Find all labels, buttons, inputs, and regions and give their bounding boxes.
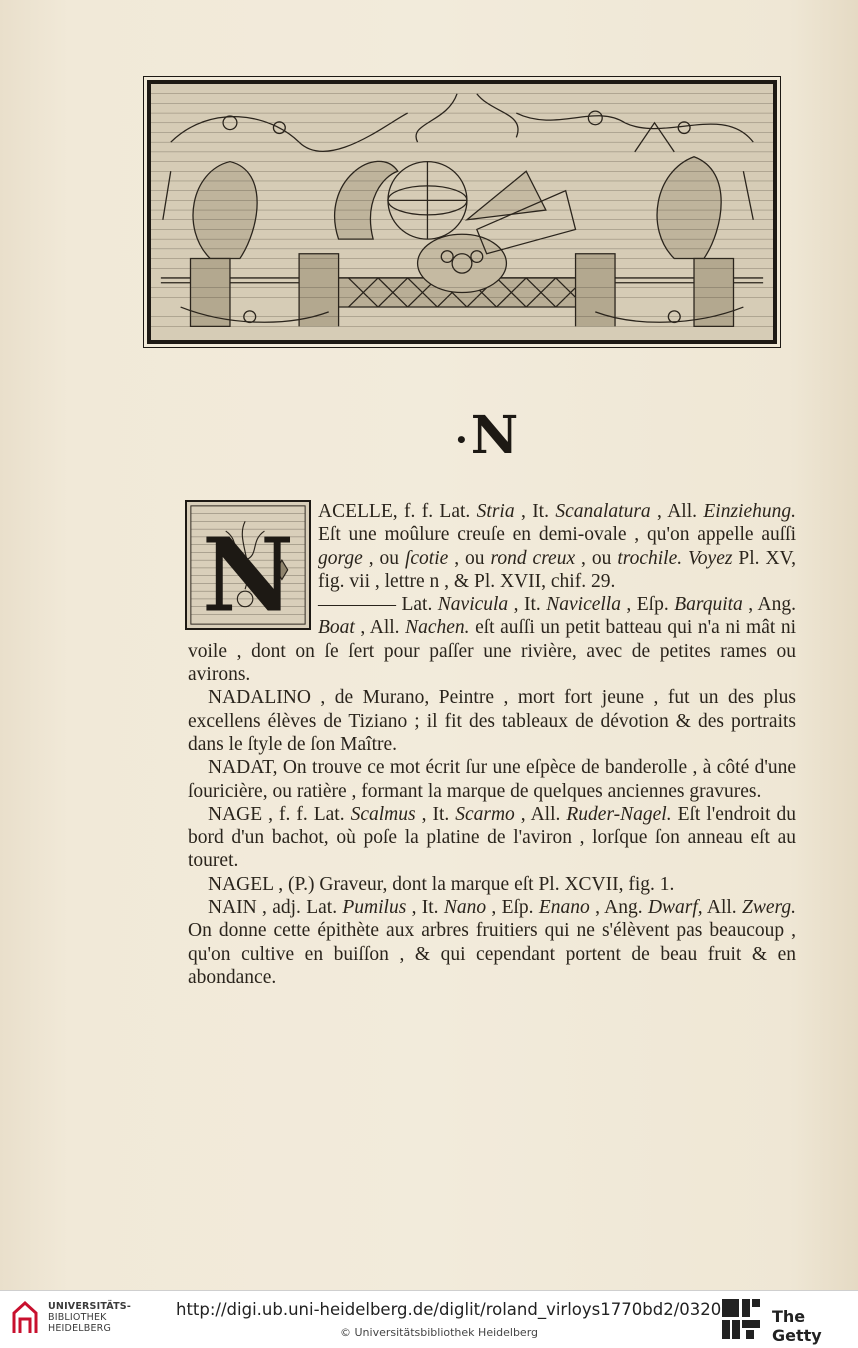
entry-navicula: ———— Lat. Navicula , It. Navicella , Eſp. Barquita , Ang. Boat , All. Nachen. eſt auſſi un petit batteau qui n'a ni mât ni voile , dont on ſe ſert pour paſſer une rivière, avec de petites rames ou avirons.: [188, 594, 796, 686]
entry-nagel: NAGEL , (P.) Graveur, dont la marque eſt Pl. XCVII, fig. 1.: [208, 873, 675, 895]
entry-nage: NAGE , f. f. Lat. Scalmus , It. Scarmo , All. Ruder-Nagel. Eſt l'endroit du bord d'un bachot, où poſe la platine de l'aviron , lorſque ſon anneau eſt au touret.: [188, 803, 796, 872]
viewer-footer: [0, 1290, 858, 1348]
university-library-logo-icon[interactable]: [10, 1299, 40, 1337]
partner-name[interactable]: The Getty: [772, 1307, 822, 1345]
getty-logo-icon[interactable]: [722, 1299, 760, 1339]
section-letter-heading: •N: [455, 405, 520, 466]
page-permalink[interactable]: http://digi.ub.uni-heidelberg.de/diglit/roland_virloys1770bd2/0320: [176, 1300, 722, 1319]
decorative-headpiece-engraving: [147, 80, 777, 344]
entry-nacelle: ACELLE, f. f. Lat. Stria , It. Scanalatura , All. Einziehung. Eſt une moûlure creuſe en demi-ovale , qu'on appelle auſſi gorge , ou ſcotie , ou rond creux , ou trochile. Voyez Pl. XV, fig. vii , lettre n , & Pl. XVII, chif. 29.: [318, 501, 797, 592]
dictionary-entries: [188, 500, 796, 989]
entry-nadalino: NADALINO , de Murano, Peintre , mort fort jeune , fut un des plus excellens élèves de Tiziano ; il fit des tableaux de dévotion & des portraits dans le ſtyle de ſon Maître.: [188, 687, 796, 755]
university-library-name[interactable]: UNIVERSITÄTS- BIBLIOTHEK HEIDELBERG: [48, 1301, 131, 1334]
copyright-notice: © Universitätsbibliothek Heidelberg: [340, 1326, 539, 1339]
entry-nadat: NADAT, On trouve ce mot écrit ſur une eſpèce de banderolle , à côté d'une ſouricière, ou ratière , formant la marque de quelques anciennes gravures.: [188, 757, 796, 802]
svg-text:N: N: [201, 515, 295, 628]
entry-nain: NAIN , adj. Lat. Pumilus , It. Nano , Eſp. Enano , Ang. Dwarf, All. Zwerg. On donne cette épithète aux arbres fruitiers qui ne s'élèvent pas beaucoup , qu'on cultive en buiſſon , & qui cependant portent de beau fruit & en abondance.: [188, 897, 796, 988]
